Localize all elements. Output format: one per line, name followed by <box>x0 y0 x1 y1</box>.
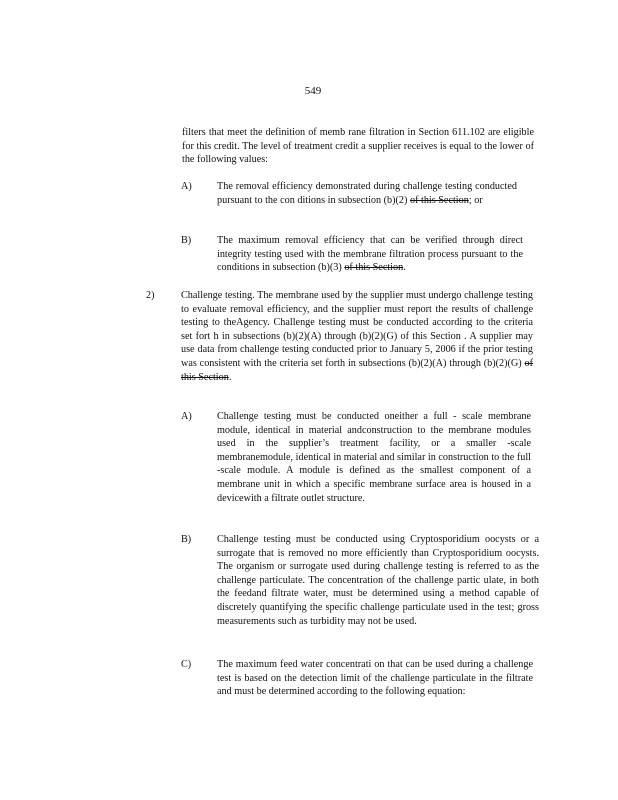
page-number: 549 <box>304 85 322 97</box>
item-text-tail: . <box>228 371 232 383</box>
item-text: The maximum feed water concentrati on that can be used during a challenge test is based on the detection limit of the challenge particulate in the filtrate and must be determined according to the following equation: <box>217 659 533 698</box>
item-text-tail: . <box>403 262 406 274</box>
item-text: Challenge testing must be conducted using Cryptosporidium oocysts or a surrogate that is removed no more efficiently than Cryptosporidium oocysts. The organism or surrogate used during challenge testing is referred to as the challenge particulate. The concentration of the challenge partic ulate, in both the feedand filtrate water, must be determined using a method capable of discretely quantifying the specific challenge particulate used in the test; gross measurements such as turbidity may not be used. <box>217 534 539 627</box>
item-label: B) <box>181 235 192 246</box>
item-text-main: The removal efficiency demonstrated during challenge testing conducted pursuant to the con ditions in subsection (b)(2) <box>217 181 517 206</box>
intro-paragraph: filters that meet the definition of memb rane filtration in Section 611.102 are eligible for this credit. The level of treatment credit a supplier receives is equal to the lower of the following values: <box>182 127 534 166</box>
item-text <box>181 289 533 384</box>
item-text-tail: ; or <box>468 194 483 206</box>
struck-text: of this Section <box>344 262 404 274</box>
item-text-main: Challenge testing. The membrane used by the supplier must undergo challenge testing to evaluate removal efficiency, and the supplier must report the results of challenge testing to theAgency. Challenge testing must be conducted according to the criteria set fort h in subsections (b)(2)(A) through (b)(2)(G) of this Section . A supplier may use data from challenge testing conducted prior to January 5, 2006 if the prior testing was consistent with the criteria set forth in subsections (b)(2)(A) through (b)(2)(G) <box>181 290 533 369</box>
item-text-main: The maximum removal efficiency that can be verified through direct integrity testing used with the membrane filtration process pursuant to the conditions in subsection (b)(3) <box>217 235 523 274</box>
struck-text: of this Section <box>181 357 534 383</box>
item-label: A) <box>181 411 192 422</box>
item-label: B) <box>181 534 192 545</box>
item-label: C) <box>181 659 192 670</box>
item-text <box>217 234 523 275</box>
item-text <box>217 180 517 207</box>
item-text: Challenge testing must be conducted oneither a full - scale membrane module, identical in material andconstruction to the membrane modules used in the supplier’s treatment facility, or a smaller -scale membranemodule, identical in material and similar in construction to the full -scale module. A module is defined as the smallest component of a membrane unit in which a specific membrane surface area is housed in a devicewith a filtrate outlet structure. <box>217 411 531 504</box>
struck-text: of this Section <box>409 194 469 206</box>
item-label: A) <box>181 181 192 192</box>
item-label: 2) <box>146 290 155 301</box>
